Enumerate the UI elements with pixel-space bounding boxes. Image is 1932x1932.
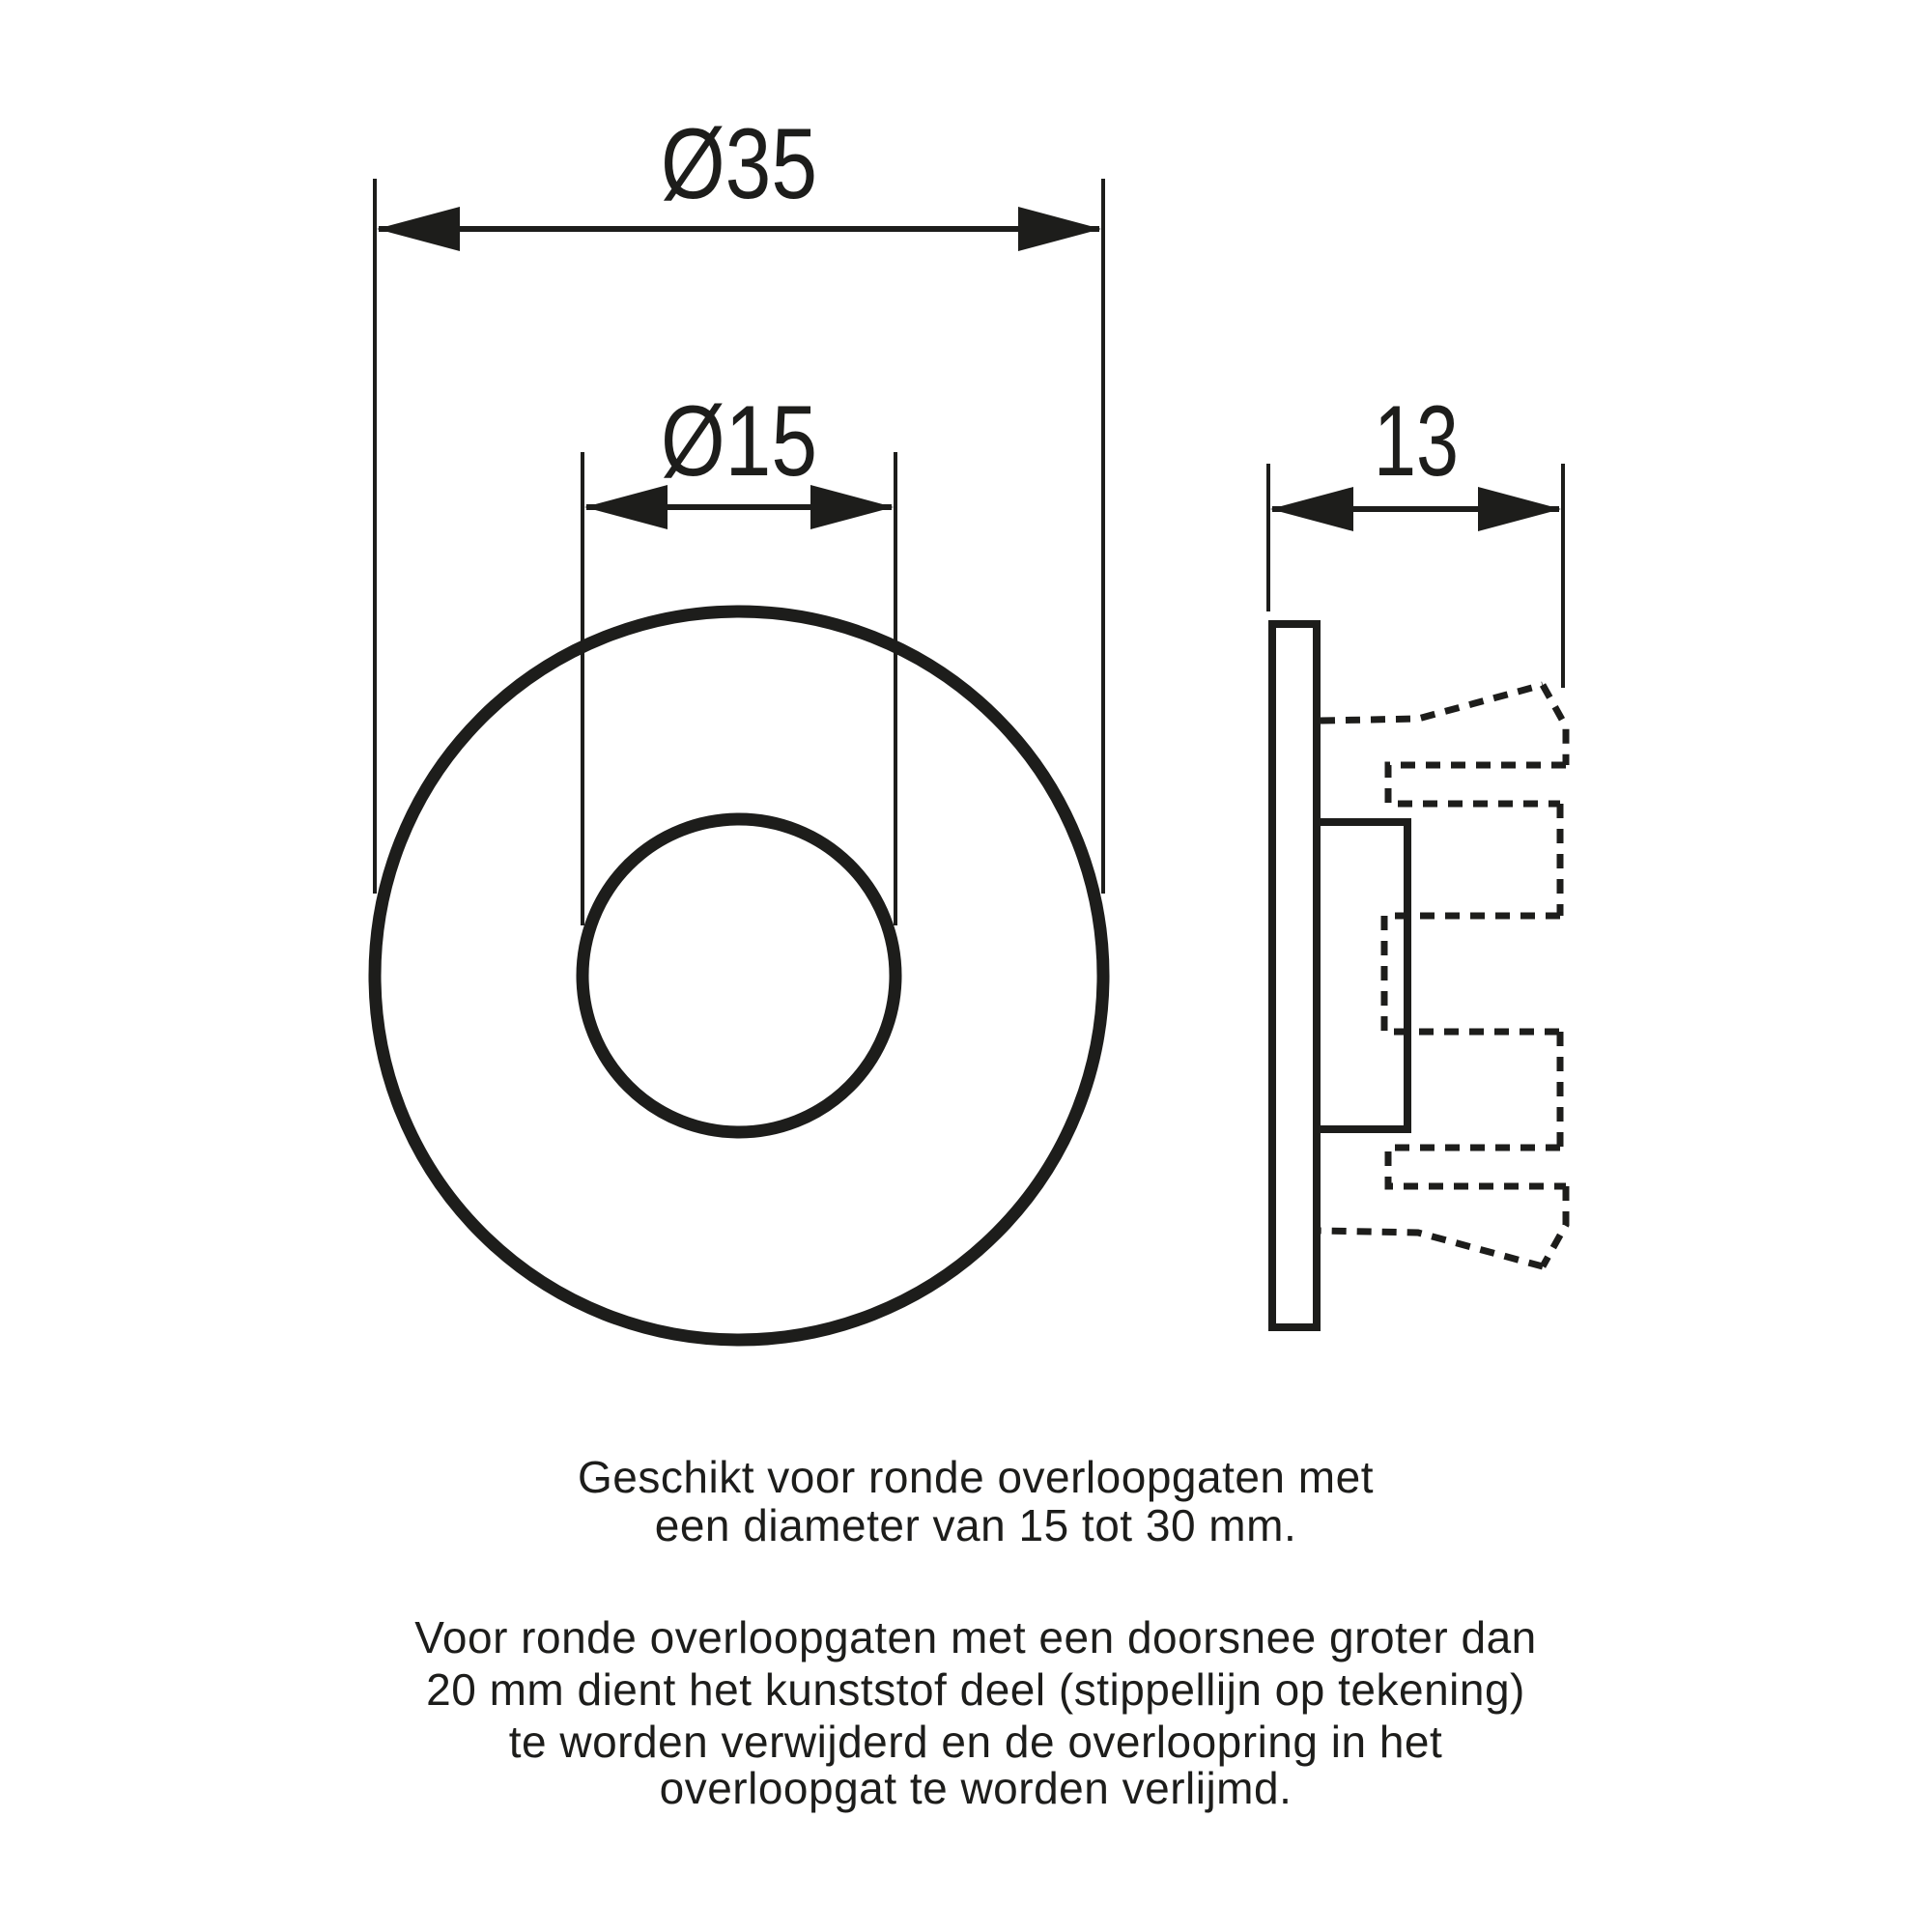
- note-line: een diameter van 15 tot 30 mm.: [654, 1500, 1297, 1550]
- trumpet-top-right-edge: [1543, 685, 1566, 765]
- arrow-right-icon: [1018, 207, 1101, 251]
- note-line: te worden verwijderd en de overloopring in het: [508, 1717, 1443, 1767]
- plastic-part-dashed-outline: [1321, 685, 1566, 1266]
- flange-plate-outline: [1272, 624, 1317, 1327]
- note-line: 20 mm dient het kunststof deel (stippellijn op tekening): [426, 1664, 1525, 1715]
- inner-circle: [582, 819, 895, 1132]
- upper-fin: [1388, 765, 1566, 804]
- lower-fin: [1388, 1148, 1566, 1186]
- arrow-left-icon: [1270, 487, 1353, 531]
- note-line: overloopgat te worden verlijmd.: [659, 1763, 1293, 1813]
- arrow-right-icon: [1478, 487, 1561, 531]
- outer-diameter-label: Ø35: [661, 108, 817, 220]
- inner-diameter-label: Ø15: [661, 385, 817, 497]
- side-view: [1268, 385, 1566, 1327]
- trumpet-top-slant: [1321, 685, 1543, 721]
- ring-hub-outline: [1317, 822, 1407, 1129]
- note-line: Voor ronde overloopgaten met een doorsnee groter dan: [414, 1612, 1537, 1662]
- note-line: Geschikt voor ronde overloopgaten met: [578, 1452, 1374, 1502]
- front-view: [375, 108, 1103, 1340]
- arrow-left-icon: [584, 485, 668, 529]
- outer-circle: [375, 611, 1103, 1340]
- arrow-right-icon: [810, 485, 894, 529]
- depth-label: 13: [1374, 385, 1459, 497]
- trumpet-bottom-slant: [1321, 1231, 1543, 1266]
- trumpet-bottom-right-edge: [1543, 1186, 1566, 1266]
- arrow-left-icon: [377, 207, 460, 251]
